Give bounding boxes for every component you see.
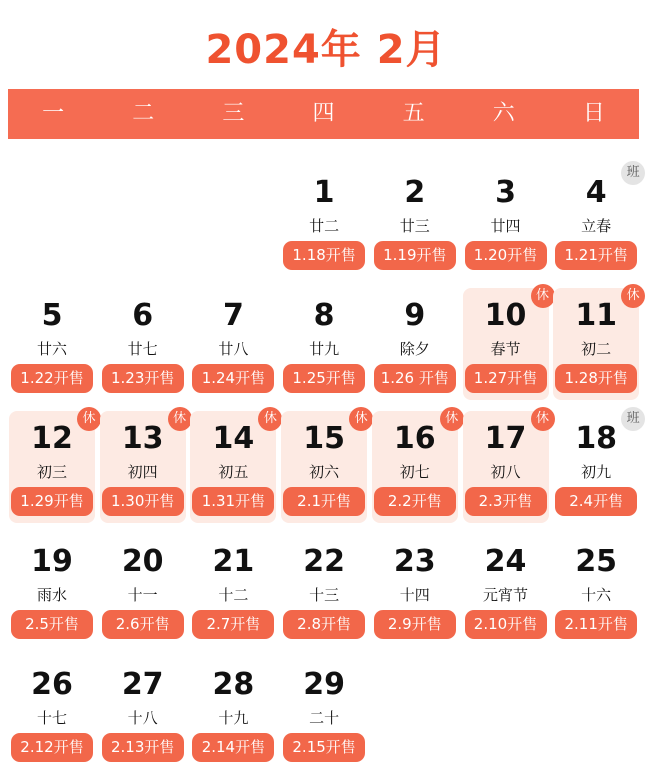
lunar-date: 初三: [36, 463, 67, 481]
day-cell[interactable]: [463, 534, 549, 646]
rest-day-badge: 休: [531, 284, 555, 308]
day-number: 23: [393, 544, 436, 579]
day-number: 14: [212, 421, 255, 456]
day-number: 3: [495, 175, 516, 210]
day-number: 13: [121, 421, 164, 456]
day-cell[interactable]: [553, 165, 639, 277]
day-number: 4: [585, 175, 607, 210]
day-cell[interactable]: [463, 288, 549, 400]
lunar-date: 除夕: [399, 340, 430, 358]
day-number: 18: [575, 421, 618, 456]
day-cell[interactable]: [281, 288, 367, 400]
day-cell[interactable]: [281, 657, 367, 769]
sale-date-pill: 1.24开售: [192, 364, 274, 393]
lunar-date: 十八: [127, 709, 158, 727]
day-cell[interactable]: [9, 411, 95, 523]
lunar-date: 十二: [218, 586, 249, 604]
weekday-tue: 二: [132, 101, 155, 126]
sale-date-pill: 2.2开售: [374, 487, 456, 516]
sale-date-pill: 1.31开售: [192, 487, 274, 516]
sale-date-pill: 2.9开售: [374, 610, 456, 639]
day-number: 29: [303, 667, 345, 702]
weekday-sun: 日: [582, 101, 605, 126]
sale-date-pill: 1.26 开售: [374, 364, 456, 393]
day-number: 27: [121, 667, 164, 702]
day-number: 15: [303, 421, 345, 456]
day-cell[interactable]: [463, 411, 549, 523]
day-cell[interactable]: [100, 534, 186, 646]
day-number: 21: [212, 544, 255, 579]
day-cell[interactable]: [372, 411, 458, 523]
day-number: 11: [575, 298, 618, 333]
weekday-mon: 一: [42, 101, 65, 126]
day-number: 9: [404, 298, 426, 333]
lunar-date: 十七: [36, 709, 67, 727]
lunar-date: 二十: [309, 709, 340, 727]
lunar-date: 初八: [490, 463, 521, 481]
lunar-date: 十三: [309, 586, 340, 604]
day-cell[interactable]: [553, 534, 639, 646]
day-number: 25: [575, 544, 618, 579]
day-cell[interactable]: [553, 411, 639, 523]
lunar-date: 十四: [399, 586, 430, 604]
sale-date-pill: 1.22开售: [11, 364, 93, 393]
work-day-badge: 班: [621, 161, 645, 185]
lunar-date: 廿二: [309, 217, 340, 235]
sale-date-pill: 2.4开售: [555, 487, 637, 516]
day-number: 17: [484, 421, 527, 456]
day-cell[interactable]: [9, 288, 95, 400]
day-number: 20: [121, 544, 164, 579]
day-cell[interactable]: [553, 288, 639, 400]
lunar-date: 廿四: [490, 217, 521, 235]
lunar-date: 廿九: [309, 340, 340, 358]
day-cell[interactable]: [372, 165, 458, 277]
lunar-date: 立春: [581, 217, 612, 235]
sale-date-pill: 1.21开售: [555, 241, 637, 270]
sale-date-pill: 2.5开售: [11, 610, 93, 639]
day-number: 24: [484, 544, 527, 579]
sale-date-pill: 1.18开售: [283, 241, 365, 270]
sale-date-pill: 1.23开售: [102, 364, 184, 393]
lunar-date: 春节: [490, 340, 521, 358]
day-cell[interactable]: [463, 165, 549, 277]
sale-date-pill: 2.8开售: [283, 610, 365, 639]
rest-day-badge: 休: [531, 407, 555, 431]
day-cell[interactable]: [100, 411, 186, 523]
day-cell[interactable]: [372, 534, 458, 646]
sale-date-pill: 1.25开售: [283, 364, 365, 393]
weekday-header: [8, 89, 639, 139]
day-number: 12: [31, 421, 73, 456]
sale-date-pill: 2.7开售: [192, 610, 274, 639]
lunar-date: 初二: [581, 340, 612, 358]
day-number: 5: [41, 298, 63, 333]
day-number: 19: [31, 544, 73, 579]
day-cell[interactable]: [9, 657, 95, 769]
sale-date-pill: 2.3开售: [465, 487, 547, 516]
page-title: 2024年 2月: [205, 27, 447, 73]
sale-date-pill: 1.19开售: [374, 241, 456, 270]
day-cell[interactable]: [190, 657, 276, 769]
rest-day-badge: 休: [258, 407, 282, 431]
day-cell[interactable]: [372, 288, 458, 400]
sale-date-pill: 2.11开售: [555, 610, 637, 639]
day-number: 2: [404, 175, 426, 210]
rest-day-badge: 休: [77, 407, 101, 431]
weekday-fri: 五: [402, 101, 425, 126]
sale-date-pill: 2.12开售: [11, 733, 93, 762]
rest-day-badge: 休: [349, 407, 373, 431]
weekday-wed: 三: [222, 101, 245, 126]
lunar-date: 初五: [218, 463, 249, 481]
sale-date-pill: 1.29开售: [11, 487, 93, 516]
lunar-date: 初六: [309, 463, 340, 481]
day-number: 10: [484, 298, 527, 333]
day-cell[interactable]: [100, 288, 186, 400]
day-cell[interactable]: [9, 534, 95, 646]
sale-date-pill: 2.15开售: [283, 733, 365, 762]
lunar-date: 廿六: [36, 340, 67, 358]
day-cell[interactable]: [281, 534, 367, 646]
day-number: 1: [313, 175, 335, 210]
day-cell[interactable]: [190, 288, 276, 400]
sale-date-pill: 1.30开售: [102, 487, 184, 516]
sale-date-pill: 2.6开售: [102, 610, 184, 639]
day-cell[interactable]: [100, 657, 186, 769]
day-number: 22: [303, 544, 345, 579]
work-day-badge: 班: [621, 407, 645, 431]
lunar-date: 廿三: [399, 217, 430, 235]
day-number: 7: [222, 298, 244, 333]
weekday-thu: 四: [312, 101, 335, 126]
lunar-date: 十九: [218, 709, 249, 727]
sale-date-pill: 2.1开售: [283, 487, 365, 516]
lunar-date: 雨水: [36, 586, 67, 604]
lunar-date: 初四: [127, 463, 158, 481]
lunar-date: 廿八: [218, 340, 249, 358]
lunar-date: 初九: [581, 463, 612, 481]
lunar-date: 十六: [581, 586, 612, 604]
day-number: 28: [212, 667, 255, 702]
day-number: 8: [313, 298, 335, 333]
lunar-date: 十一: [127, 586, 158, 604]
rest-day-badge: 休: [168, 407, 192, 431]
day-cell[interactable]: [281, 165, 367, 277]
rest-day-badge: 休: [621, 284, 645, 308]
sale-date-pill: 2.14开售: [192, 733, 274, 762]
rest-day-badge: 休: [440, 407, 464, 431]
weekday-sat: 六: [492, 101, 515, 126]
day-cell[interactable]: [281, 411, 367, 523]
sale-date-pill: 2.10开售: [465, 610, 547, 639]
sale-date-pill: 2.13开售: [102, 733, 184, 762]
day-number: 16: [393, 421, 436, 456]
day-number: 6: [132, 298, 154, 333]
day-cell[interactable]: [190, 411, 276, 523]
day-number: 26: [31, 667, 73, 702]
day-cell[interactable]: [190, 534, 276, 646]
sale-date-pill: 1.20开售: [465, 241, 547, 270]
lunar-date: 元宵节: [482, 586, 528, 604]
lunar-date: 初七: [399, 463, 430, 481]
lunar-date: 廿七: [127, 340, 158, 358]
sale-date-pill: 1.28开售: [555, 364, 637, 393]
sale-date-pill: 1.27开售: [465, 364, 547, 393]
